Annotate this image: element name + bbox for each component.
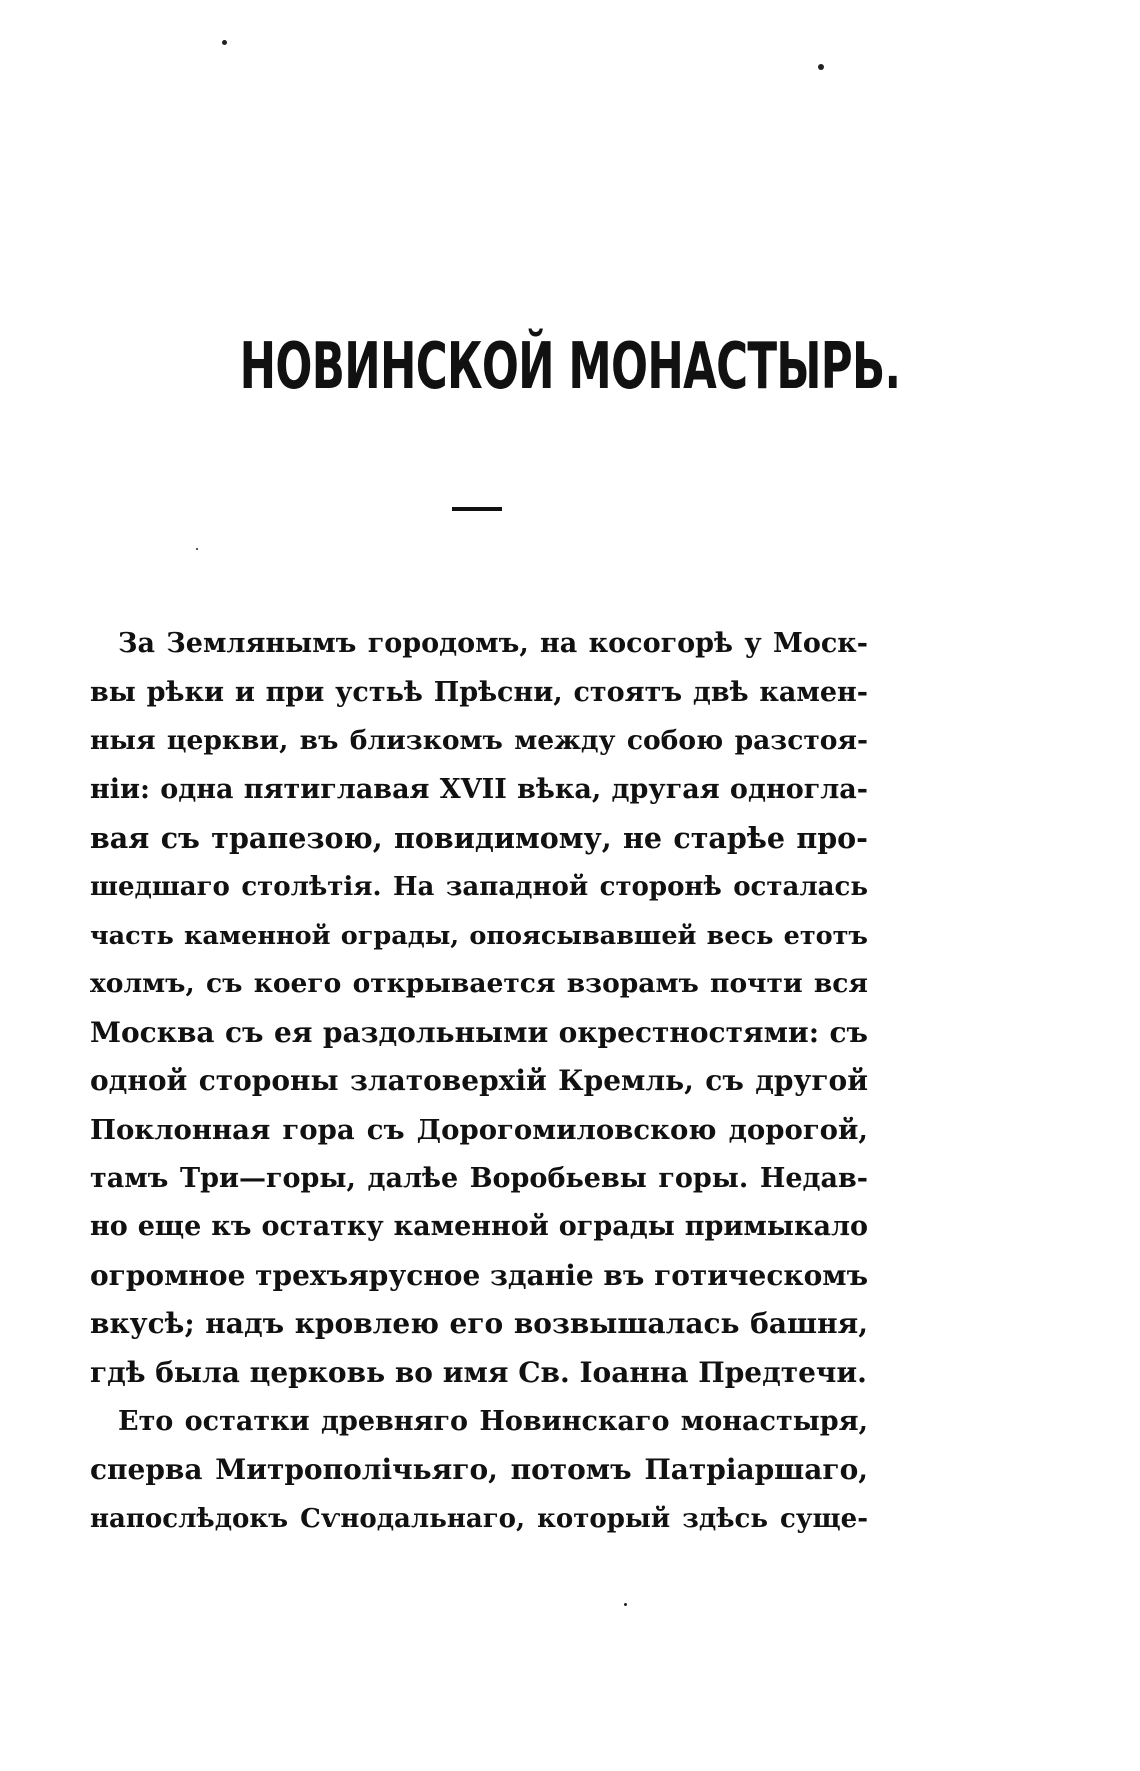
text-line: напослѣдокъ Сѵнодальнаго, который здѣсь суще- [90,1503,868,1534]
text-line: Поклонная гора съ Дорогомиловскою дорогой, [90,1113,868,1146]
speck [624,1603,627,1606]
text-line: ныя церкви, въ близкомъ между собою разстоя- [90,725,868,757]
text-line: одной стороны златоверхій Кремль, съ другой [90,1064,868,1098]
text-line: За Землянымъ городомъ, на косогорѣ у Моск- [118,628,868,659]
text-line: но еще къ остатку каменной ограды примыкало [90,1211,868,1243]
text-line: шедшаго столѣтія. На западной сторонѣ осталась [90,871,868,902]
body-text [90,620,868,1543]
text-line: гдѣ была церковь во имя Св. Іоанна Предтечи. [90,1355,867,1389]
text-line: ніи: одна пятиглавая XVII вѣка, другая одногла- [90,773,868,805]
speck [818,64,824,70]
title-divider [452,507,502,511]
text-line: вкусѣ; надъ кровлею его возвышалась башня, [90,1307,868,1341]
text-line: сперва Митрополічьяго, потомъ Патріаршаго, [90,1453,868,1487]
text-line: Москва съ ея раздольными окрестностями: съ [90,1015,868,1049]
text-line: Ето остатки древняго Новинскаго монастыря, [118,1405,868,1437]
speck [222,40,227,45]
speck [196,548,198,550]
text-line: огромное трехъярусное зданіе въ готическомъ [90,1258,868,1292]
text-line: тамъ Три—горы, далѣе Воробьевы горы. Недав- [90,1162,868,1194]
page-title: НОВИНСКОЙ МОНАСТЫРЬ. [239,330,901,404]
text-line: вы рѣки и при устьѣ Прѣсни, стоятъ двѣ камен- [90,676,868,708]
text-line: часть каменной ограды, опоясывавшей весь етотъ [90,920,868,951]
text-line: вая съ трапезою, повидимому, не старѣе про- [90,821,868,856]
text-line: холмъ, съ коего открывается взорамъ почти вся [90,968,868,1000]
